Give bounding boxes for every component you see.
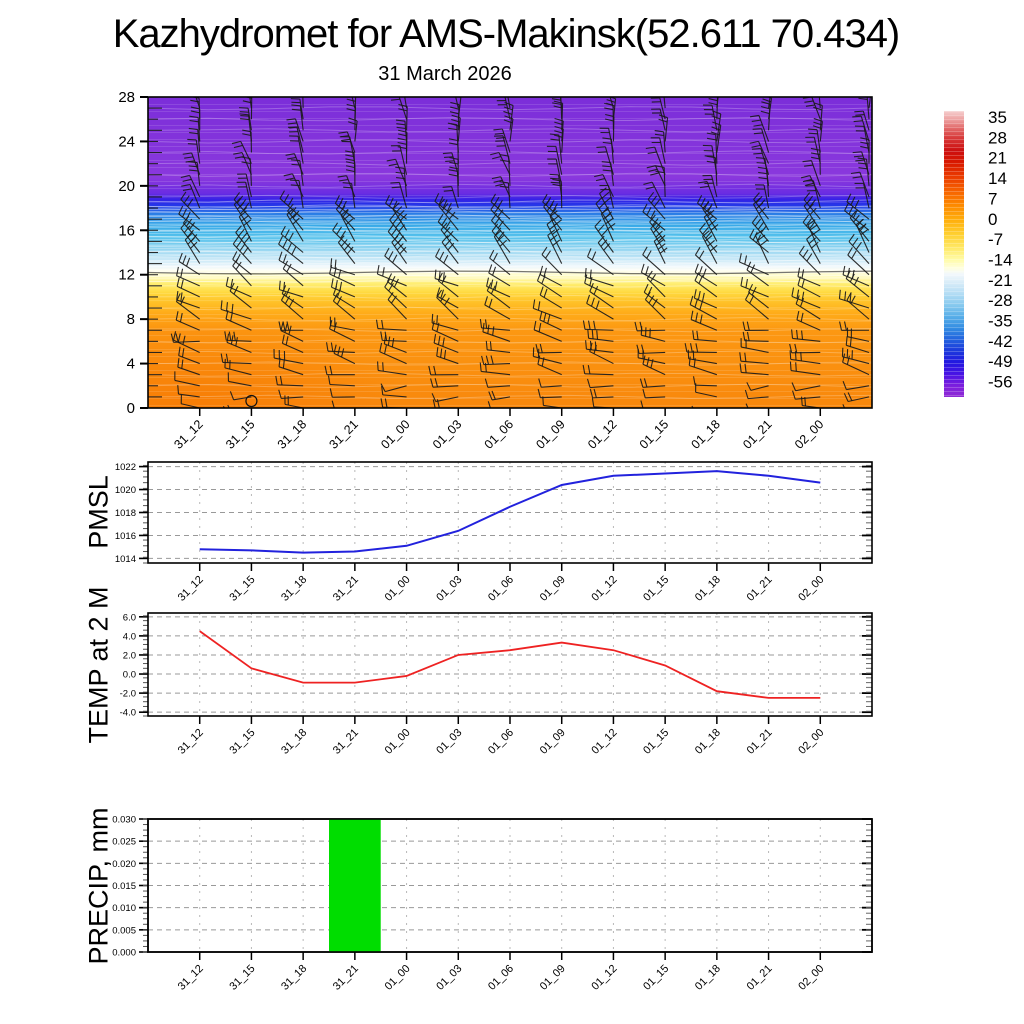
svg-text:01_15: 01_15 — [641, 726, 672, 757]
svg-text:16: 16 — [118, 222, 135, 240]
svg-text:01_03: 01_03 — [434, 573, 465, 604]
svg-text:-35: -35 — [988, 311, 1013, 331]
svg-text:-4.0: -4.0 — [119, 707, 136, 719]
svg-text:14: 14 — [988, 169, 1007, 189]
chart-subtitle: 31 March 2026 — [378, 63, 512, 85]
svg-text:-7: -7 — [988, 230, 1004, 250]
svg-text:8: 8 — [126, 311, 135, 329]
svg-text:31_15: 31_15 — [223, 417, 258, 452]
svg-text:31_18: 31_18 — [279, 726, 310, 757]
svg-text:01_09: 01_09 — [537, 962, 568, 993]
svg-text:1020: 1020 — [114, 485, 136, 497]
svg-text:0.030: 0.030 — [112, 814, 136, 826]
svg-text:31_12: 31_12 — [171, 417, 206, 452]
svg-text:0.010: 0.010 — [112, 903, 136, 915]
svg-text:01_06: 01_06 — [481, 417, 517, 452]
svg-text:01_09: 01_09 — [537, 573, 568, 604]
svg-text:01_09: 01_09 — [533, 417, 568, 452]
precip-axis-label: PRECIP, mm — [83, 807, 114, 965]
svg-text:28: 28 — [988, 128, 1007, 148]
svg-text:01_03: 01_03 — [434, 726, 465, 757]
svg-text:01_18: 01_18 — [692, 962, 723, 993]
svg-text:01_06: 01_06 — [486, 573, 517, 604]
svg-text:01_18: 01_18 — [692, 726, 723, 757]
svg-text:31_21: 31_21 — [330, 726, 361, 757]
svg-text:-49: -49 — [988, 352, 1013, 372]
page-title: Kazhydromet for AMS-Makinsk(52.611 70.434) — [112, 12, 900, 56]
svg-text:31_12: 31_12 — [175, 573, 206, 604]
svg-text:01_03: 01_03 — [434, 962, 465, 993]
svg-text:0: 0 — [988, 209, 998, 229]
svg-text:4.0: 4.0 — [122, 631, 136, 643]
svg-text:31_12: 31_12 — [175, 726, 206, 757]
svg-text:28: 28 — [118, 89, 135, 106]
svg-text:35: 35 — [988, 108, 1007, 127]
svg-text:01_03: 01_03 — [429, 417, 465, 452]
svg-text:01_21: 01_21 — [744, 573, 775, 604]
colorbar-labels — [988, 108, 1013, 392]
pmsl-axis-label: PMSL — [83, 475, 114, 549]
temp-axis-label: TEMP at 2 M — [83, 586, 114, 744]
temp2m-panel — [120, 612, 872, 756]
precip-bar — [329, 819, 381, 952]
svg-text:31_18: 31_18 — [279, 962, 310, 993]
svg-text:1022: 1022 — [114, 462, 136, 474]
svg-text:1014: 1014 — [114, 553, 136, 565]
svg-text:01_00: 01_00 — [382, 573, 413, 604]
svg-text:01_15: 01_15 — [641, 962, 672, 993]
svg-text:21: 21 — [988, 148, 1007, 168]
svg-text:2.0: 2.0 — [122, 650, 136, 662]
svg-text:01_21: 01_21 — [740, 417, 775, 452]
svg-text:31_18: 31_18 — [274, 417, 310, 452]
svg-text:31_15: 31_15 — [227, 726, 258, 757]
svg-text:0.000: 0.000 — [112, 947, 136, 959]
svg-text:01_09: 01_09 — [537, 726, 568, 757]
svg-text:01_12: 01_12 — [589, 726, 620, 757]
svg-text:02_00: 02_00 — [796, 573, 827, 604]
svg-text:02_00: 02_00 — [796, 962, 827, 993]
svg-text:01_18: 01_18 — [688, 417, 723, 452]
svg-text:7: 7 — [988, 189, 998, 209]
svg-text:01_18: 01_18 — [692, 573, 723, 604]
svg-text:01_00: 01_00 — [378, 417, 413, 452]
cross-section-panel — [118, 69, 872, 452]
svg-text:24: 24 — [118, 133, 135, 151]
svg-text:01_21: 01_21 — [744, 962, 775, 993]
svg-text:02_00: 02_00 — [796, 726, 827, 757]
svg-text:0.0: 0.0 — [122, 669, 136, 681]
svg-text:1016: 1016 — [114, 530, 136, 542]
svg-text:31_18: 31_18 — [279, 573, 310, 604]
precip-panel — [112, 815, 872, 993]
svg-text:-28: -28 — [988, 291, 1013, 311]
svg-text:0.025: 0.025 — [112, 836, 136, 848]
temp2m-line — [200, 631, 821, 698]
svg-text:01_15: 01_15 — [641, 573, 672, 604]
svg-text:01_06: 01_06 — [486, 726, 517, 757]
svg-text:-56: -56 — [988, 372, 1013, 392]
svg-text:31_21: 31_21 — [330, 573, 361, 604]
svg-text:20: 20 — [118, 177, 135, 195]
svg-text:31_15: 31_15 — [227, 962, 258, 993]
svg-text:31_15: 31_15 — [227, 573, 258, 604]
svg-text:01_12: 01_12 — [585, 417, 620, 452]
svg-text:1018: 1018 — [114, 508, 136, 519]
svg-text:-14: -14 — [988, 250, 1013, 270]
svg-text:0.005: 0.005 — [112, 925, 136, 937]
svg-text:01_12: 01_12 — [589, 962, 620, 993]
svg-text:01_00: 01_00 — [382, 726, 413, 757]
svg-text:-42: -42 — [988, 331, 1013, 351]
svg-text:01_21: 01_21 — [744, 726, 775, 757]
svg-text:01_12: 01_12 — [589, 573, 620, 604]
svg-text:6.0: 6.0 — [122, 612, 136, 624]
svg-text:01_06: 01_06 — [486, 962, 517, 993]
svg-text:01_00: 01_00 — [382, 962, 413, 993]
svg-text:31_12: 31_12 — [175, 962, 206, 993]
svg-text:01_15: 01_15 — [636, 417, 672, 452]
svg-text:-2.0: -2.0 — [119, 688, 136, 700]
pmsl-panel — [115, 462, 872, 604]
svg-text:31_21: 31_21 — [326, 417, 361, 452]
svg-text:31_21: 31_21 — [330, 962, 361, 993]
svg-text:0: 0 — [126, 400, 135, 417]
svg-text:02_00: 02_00 — [791, 417, 827, 452]
svg-text:-21: -21 — [988, 270, 1013, 290]
svg-text:0.015: 0.015 — [112, 881, 136, 892]
svg-text:12: 12 — [118, 266, 135, 284]
svg-text:4: 4 — [126, 355, 135, 373]
svg-text:0.020: 0.020 — [112, 858, 136, 870]
